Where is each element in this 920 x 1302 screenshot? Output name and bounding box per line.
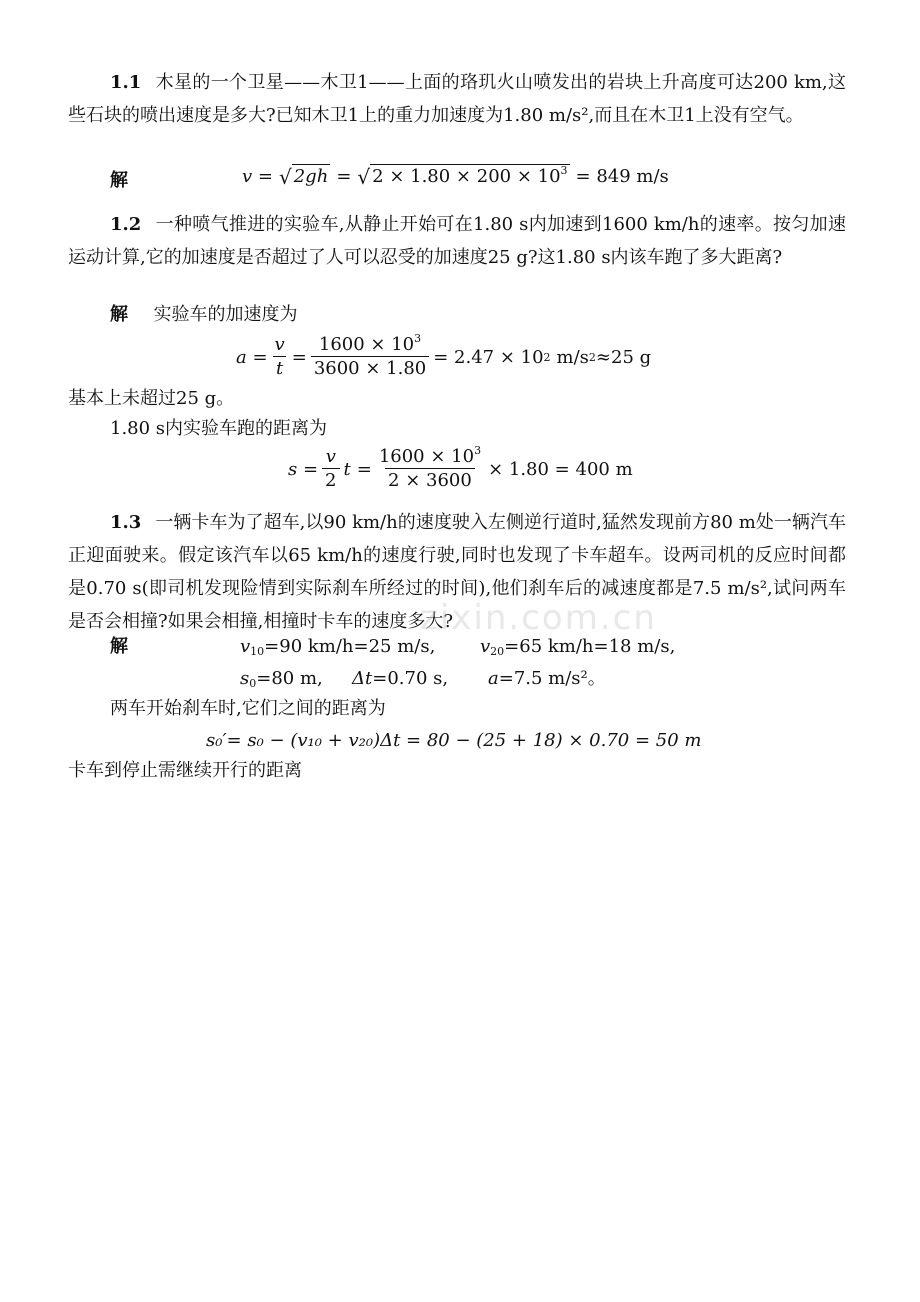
solution-line: 基本上未超过25 g。 [68,388,235,409]
problem-1-1 [68,66,846,132]
eq-lhs: v = [242,166,273,187]
sqrt-2gh: √ 2gh [278,165,329,189]
problem-text: 木星的一个卫星——木卫1——上面的珞玑火山喷发出的岩块上升高度可达200 km,这些石块的喷出速度是多大?已知木卫1上的重力加速度为1.80 m/s²,而且在木卫1上没有空气。 [68,72,846,126]
equation-1-1 [242,164,669,189]
problem-number: 1.3 [110,512,142,533]
fraction-v-over-t: $\frac{v}{t}$ [274,334,285,379]
equation-acceleration: a = $\frac{v}{t}$ = $\frac{1600 \times 10^3}{3600 \times 1.80}$ = 2.47 × 10 2 m/s 2 ≈25 g [236,332,652,379]
problem-number: 1.1 [110,72,142,93]
equation-distance: s = $\frac{v}{2}$ t = $\frac{1600 \times 10^3}{2 \times 3600}$ × 1.80 = 400 m [288,444,633,491]
fraction-v-over-2: $\frac{v}{2}$ [322,446,339,493]
problem-text: 一辆卡车为了超车,以90 km/h的速度驶入左侧逆行道时,猛然发现前方80 m处一辆汽车正迎面驶来。假定该汽车以65 km/h的速度行驶,同时也发现了卡车超车。设两司机的反应时间都是0.70 s(即司机发现险情到实际刹车所经过的时间),他们刹车后的减速度都是7.5 m/s²,试问两车是否会相撞?如果会相撞,相撞时卡车的速度多大? [68,512,846,632]
sqrt-numeric: √ $2 \times 1.80 \times 200 \times 10^3$ [357,164,568,189]
equation-distance-between: s₀′= s₀ − (v₁₀ + v₂₀)Δt = 80 − (25 + 18) × 0.70 = 50 m [206,730,702,751]
given-a: a=7.5 m/s²。 [488,668,606,689]
given-s0: $s_0=80$ m, [240,668,323,690]
solution-line: 1.80 s内实验车跑的距离为 [110,418,328,439]
given-v20: $v_{20}=65$ km/h=18 m/s, [480,636,676,658]
solution-label: 解 [110,304,128,325]
solution-line: 两车开始刹车时,它们之间的距离为 [110,698,386,719]
solution-label: 解 [110,636,128,657]
solution-intro [110,300,297,330]
eq-result: = 849 m/s [575,166,669,187]
solution-text: 实验车的加速度为 [153,304,298,325]
given-delta-t: Δt=0.70 s, [352,668,449,689]
problem-number: 1.2 [110,214,142,235]
eq-equals: = [336,166,352,187]
fraction-numeric: $\frac{1600 \times 10^3}{3600 \times 1.80}$ [311,334,429,381]
solution-line: 卡车到停止需继续开行的距离 [68,760,302,781]
solution-label: 解 [110,170,128,191]
problem-1-2 [68,208,846,274]
given-v10: $v_{10}=90$ km/h=25 m/s, [240,636,436,658]
fraction-numeric: $\frac{1600 \times 10^3}{2 \times 3600}$ [378,444,482,491]
problem-text: 一种喷气推进的实验车,从静止开始可在1.80 s内加速到1600 km/h的速率。按匀加速运动计算,它的加速度是否超过了人可以忍受的加速度25 g?这1.80 s内该车跑了多大距离? [68,214,846,268]
watermark: zixin.com.cn [420,598,657,638]
